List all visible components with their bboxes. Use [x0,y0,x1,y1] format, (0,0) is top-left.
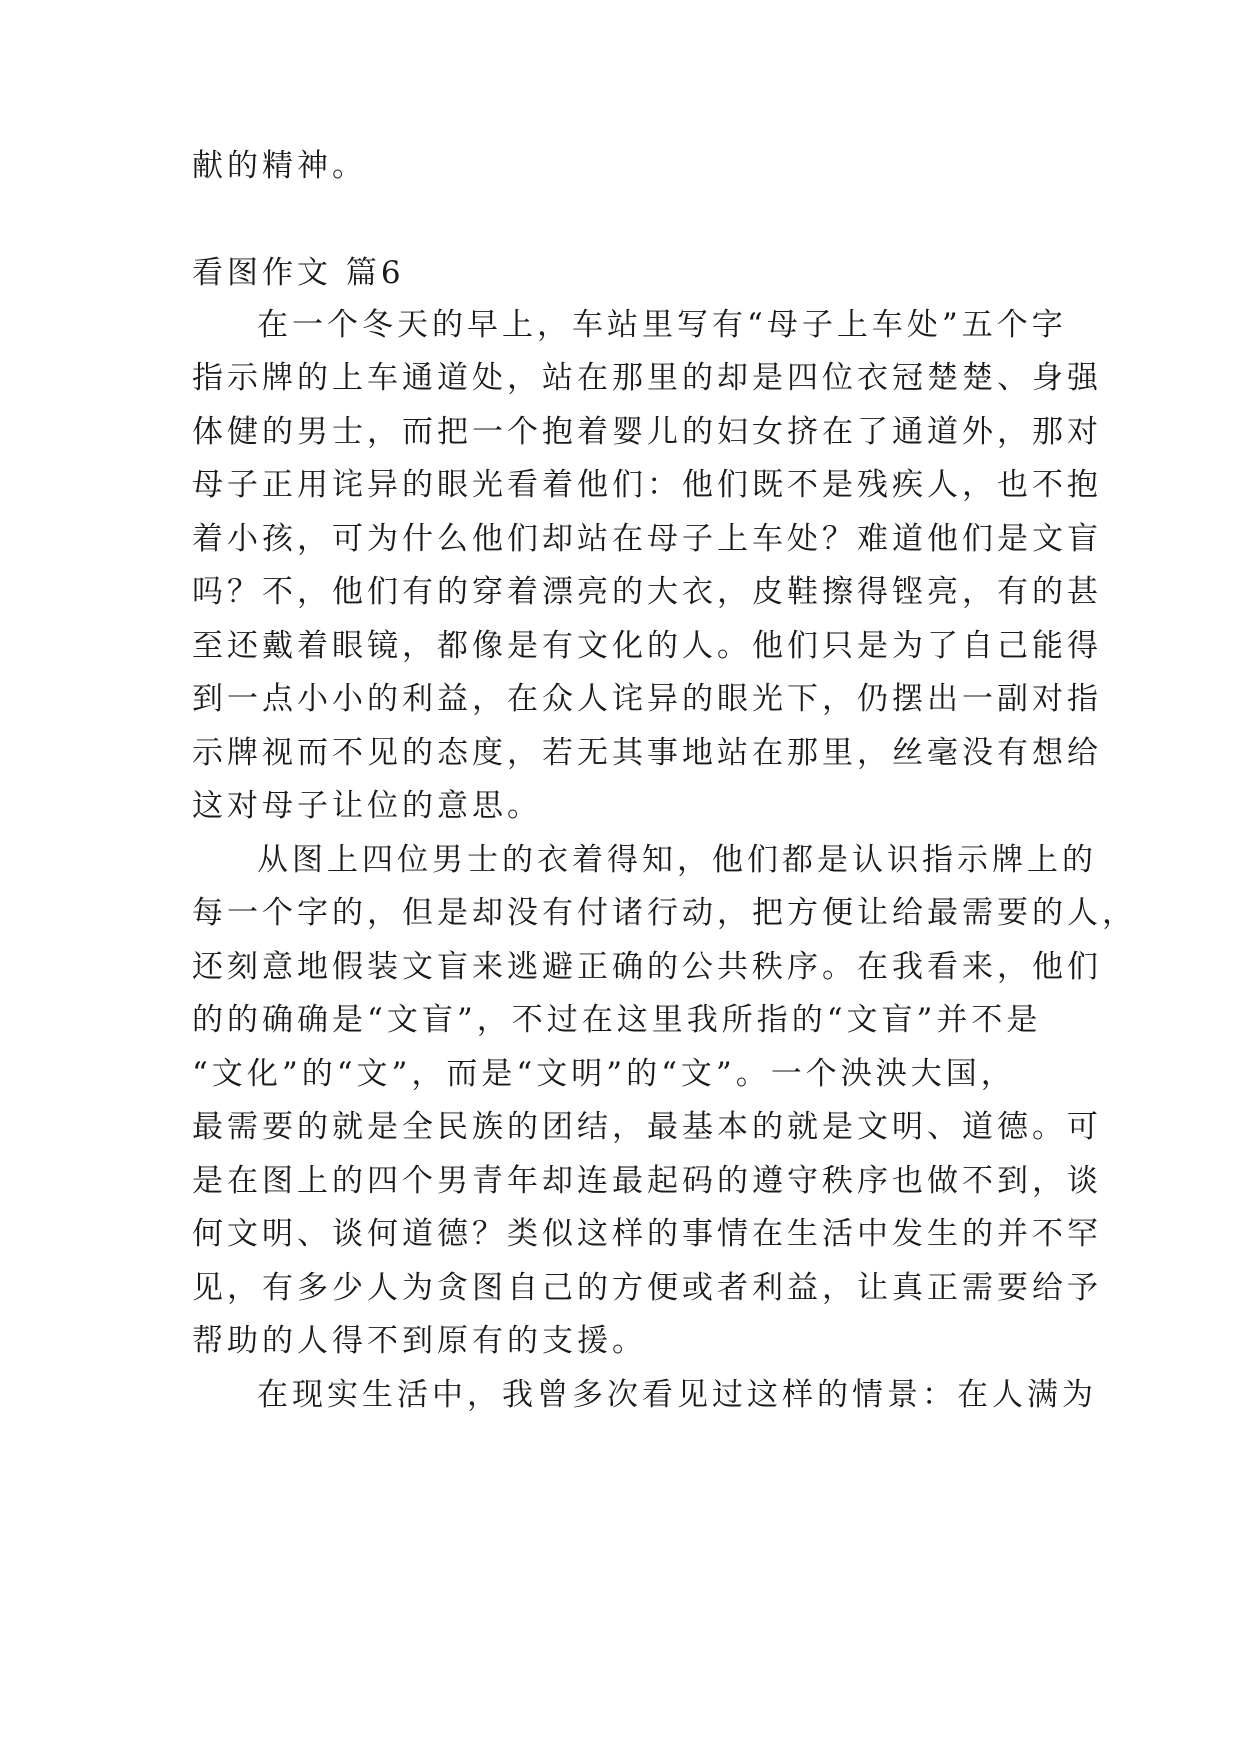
paragraph-line: 何文明、谈何道德？类似这样的事情在生活中发生的并不罕 [192,1216,1102,1252]
continuation-line: 献的精神。 [192,148,367,184]
paragraph-line: 每一个字的，但是却没有付诸行动，把方便让给最需要的人， [192,895,1137,931]
paragraph-line: 吗？不，他们有的穿着漂亮的大衣，皮鞋擦得铿亮，有的甚 [192,574,1102,610]
paragraph-line: 这对母子让位的意思。 [192,788,542,824]
paragraph-line: 从图上四位男士的衣着得知，他们都是认识指示牌上的 [257,842,1097,878]
section-heading: 看图作文 篇6 [192,255,405,291]
paragraph-line: 到一点小小的利益，在众人诧异的眼光下，仍摆出一副对指 [192,681,1102,717]
paragraph-line: 至还戴着眼镜，都像是有文化的人。他们只是为了自己能得 [192,628,1102,664]
paragraph-line: “文化”的“文”，而是“文明”的“文”。一个泱泱大国， [192,1056,1016,1092]
paragraph-line: 母子正用诧异的眼光看着他们：他们既不是残疾人，也不抱 [192,467,1102,503]
paragraph-line: 帮助的人得不到原有的支援。 [192,1323,647,1359]
paragraph-line: 还刻意地假装文盲来逃避正确的公共秩序。在我看来，他们 [192,949,1102,985]
paragraph-line: 体健的男士，而把一个抱着婴儿的妇女挤在了通道外，那对 [192,414,1102,450]
paragraph-line: 着小孩，可为什么他们却站在母子上车处？难道他们是文盲 [192,521,1102,557]
paragraph-line: 示牌视而不见的态度，若无其事地站在那里，丝毫没有想给 [192,735,1102,771]
paragraph-line: 指示牌的上车通道处，站在那里的却是四位衣冠楚楚、身强 [192,360,1102,396]
paragraph-line: 在一个冬天的早上，车站里写有“母子上车处”五个字 [257,307,1067,343]
paragraph-line: 是在图上的四个男青年却连最起码的遵守秩序也做不到，谈 [192,1163,1102,1199]
paragraph-line: 在现实生活中，我曾多次看见过这样的情景：在人满为 [257,1377,1097,1413]
paragraph-line: 见，有多少人为贪图自己的方便或者利益，让真正需要给予 [192,1270,1102,1306]
paragraph-line: 的的确确是“文盲”，不过在这里我所指的“文盲”并不是 [192,1002,1042,1038]
paragraph-line: 最需要的就是全民族的团结，最基本的就是文明、道德。可 [192,1109,1102,1145]
